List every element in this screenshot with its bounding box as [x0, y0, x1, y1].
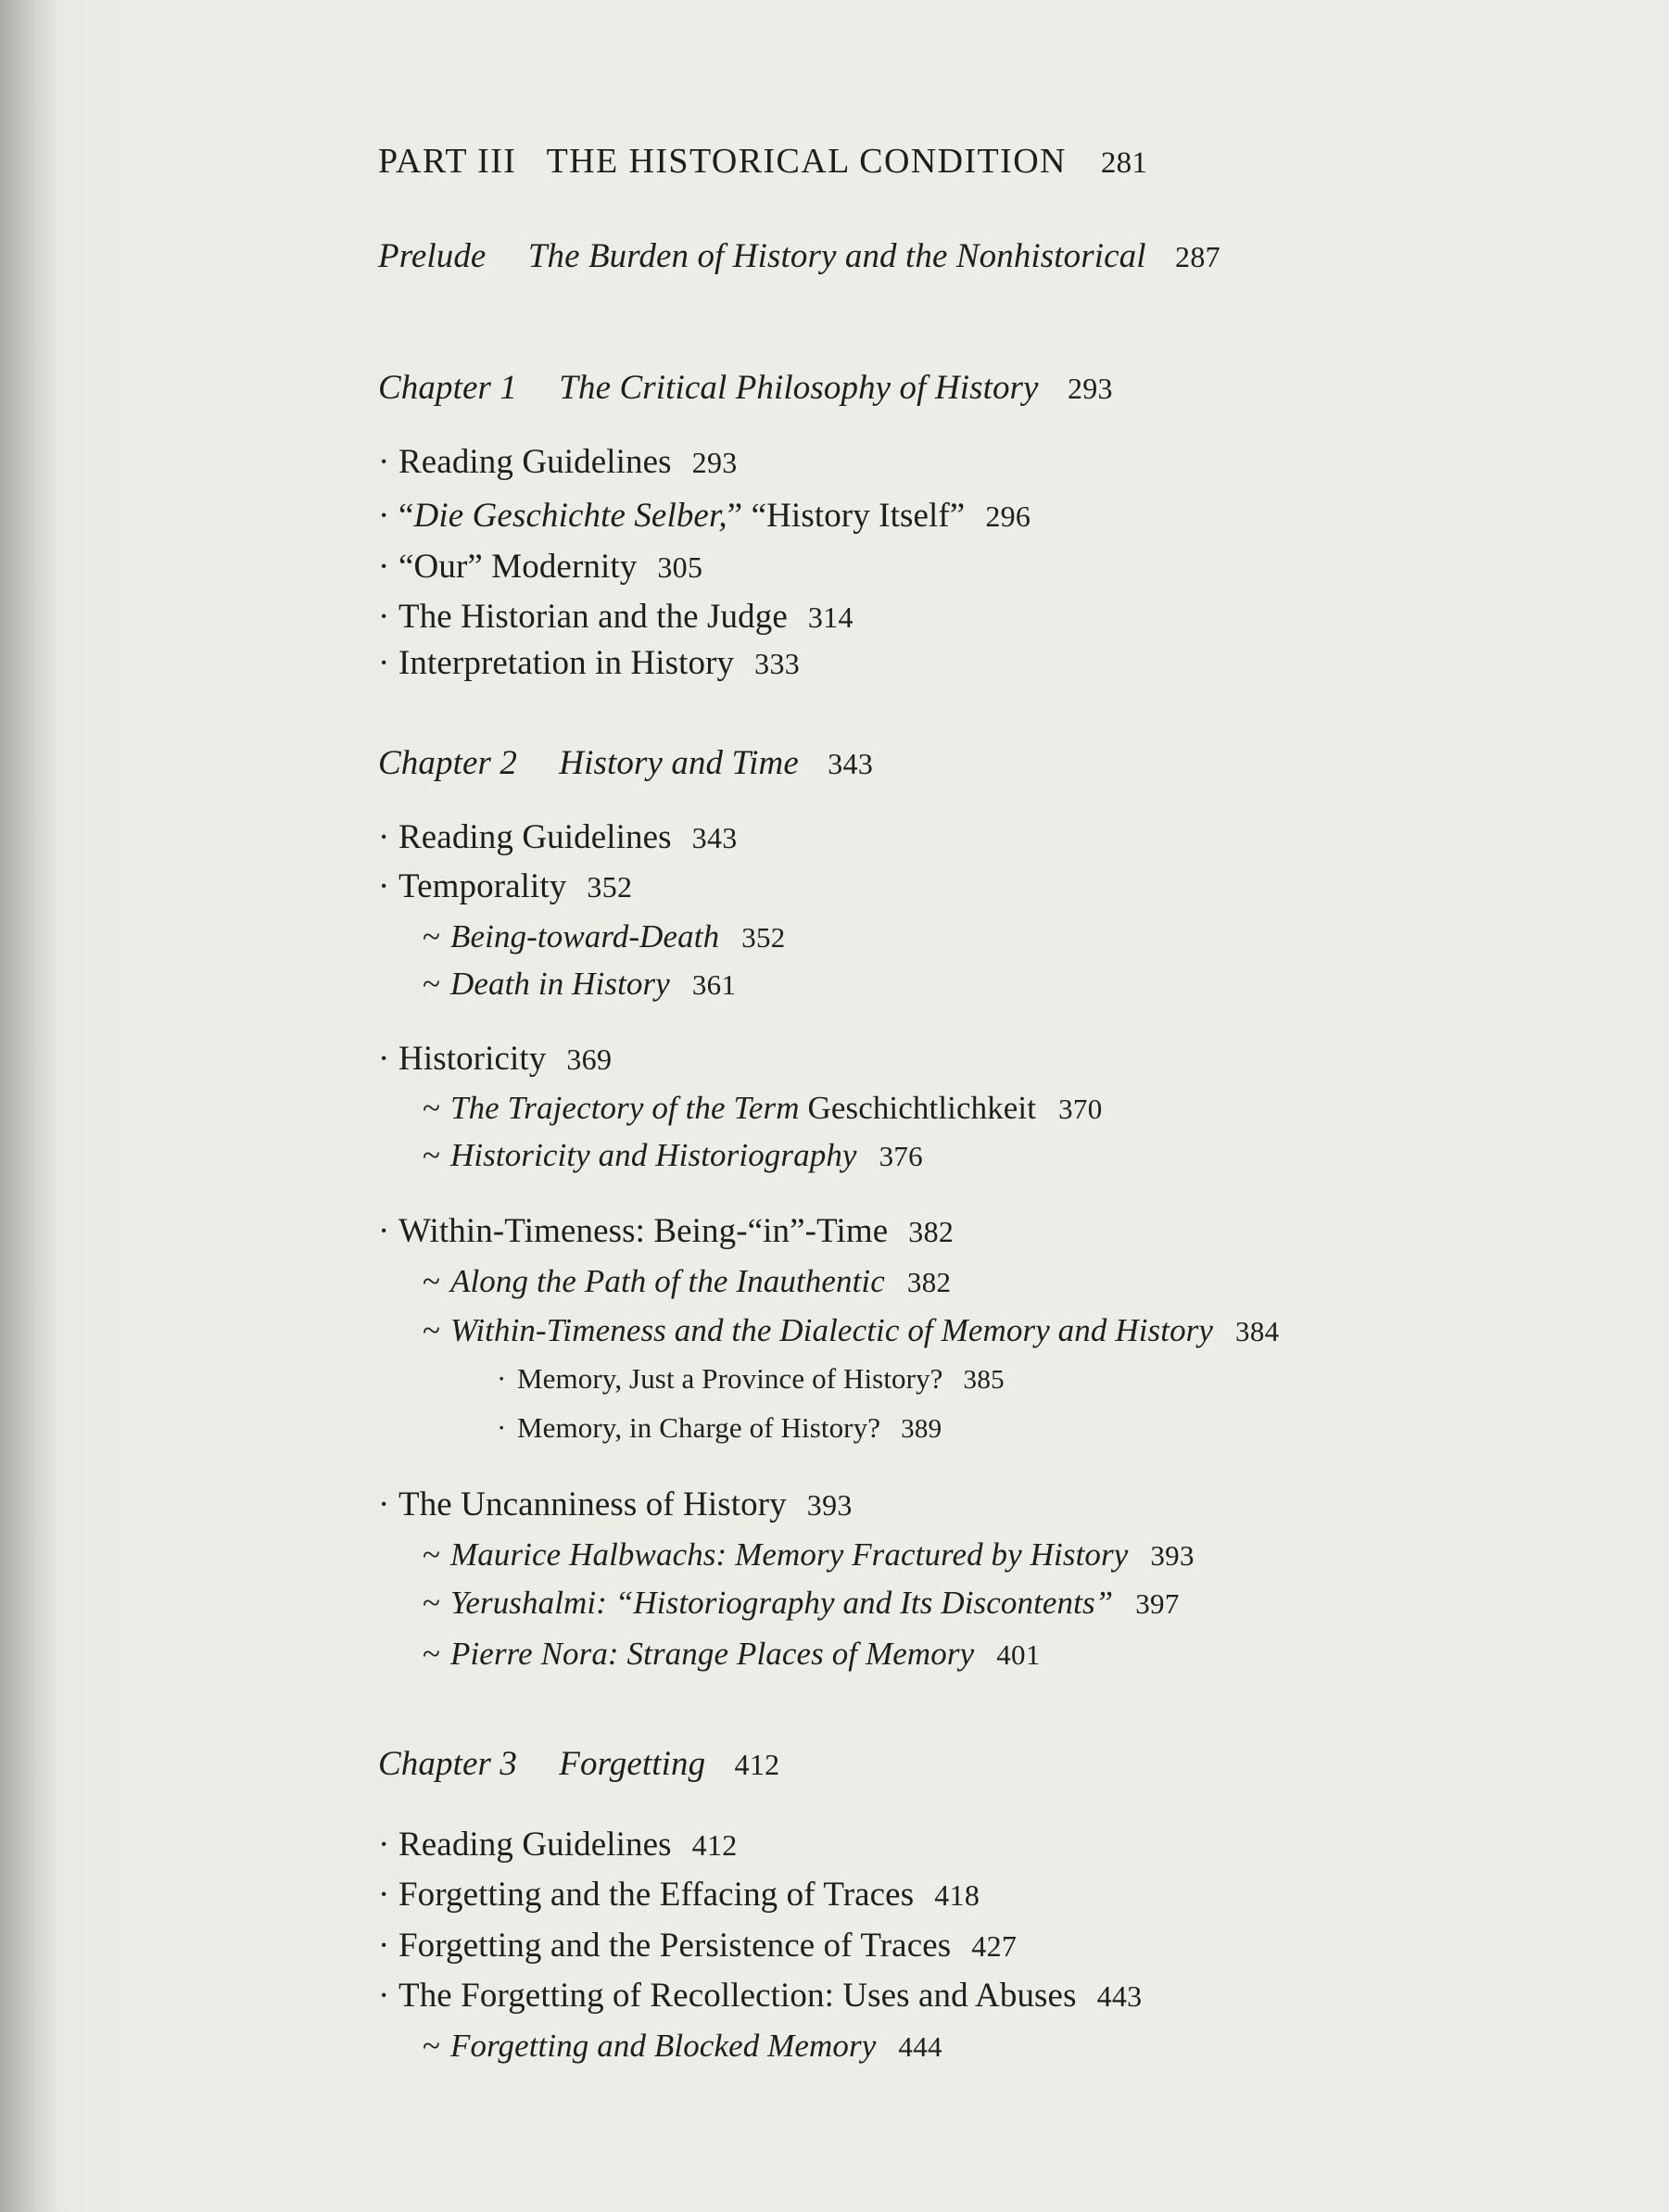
entry-page: 376: [879, 1140, 923, 1172]
entry-page: 427: [971, 1929, 1018, 1963]
bullet-dot-icon: ·: [378, 867, 390, 905]
tilde-marker-icon: ~: [423, 2028, 441, 2064]
entry-title: Maurice Halbwachs: Memory Fractured by History: [450, 1536, 1129, 1573]
entry-title: Yerushalmi: “Historiography and Its Discontents”: [450, 1585, 1114, 1621]
tilde-marker-icon: ~: [423, 1090, 441, 1126]
entry-page: 443: [1096, 1979, 1143, 2013]
bullet-dot-icon: ·: [378, 443, 390, 481]
entry-title: The Historian and the Judge: [398, 598, 788, 636]
entry-title: Death in History: [450, 966, 670, 1002]
tilde-marker-icon: ~: [423, 966, 441, 1002]
entry-title: Pierre Nora: Strange Places of Memory: [450, 1636, 975, 1672]
entry-page: 418: [934, 1878, 980, 1912]
entry-page: 397: [1135, 1587, 1180, 1620]
toc-subentry: [423, 1314, 1279, 1346]
entry-page: 296: [985, 499, 1031, 533]
toc-entry: [378, 1487, 853, 1522]
tilde-marker-icon: ~: [423, 1585, 441, 1621]
entry-page: 384: [1235, 1315, 1280, 1347]
part-title: THE HISTORICAL CONDITION: [546, 142, 1067, 181]
bullet-dot-icon: ·: [378, 598, 390, 636]
entry-page: 385: [963, 1365, 1005, 1395]
entry-page: 370: [1058, 1093, 1103, 1125]
prelude-label: Prelude: [378, 237, 487, 275]
entry-title: Historicity: [398, 1040, 547, 1078]
entry-title: Being-toward-Death: [450, 918, 720, 954]
entry-page: 293: [691, 446, 738, 479]
entry-title-italic: The Trajectory of the Term: [450, 1090, 800, 1126]
bullet-dot-icon: ·: [497, 1411, 507, 1444]
toc-subsubentry: [497, 1364, 1005, 1394]
chapter-2-title: History and Time: [559, 744, 799, 782]
chapter-3-label: Chapter 3: [378, 1745, 517, 1783]
entry-page: 343: [691, 821, 738, 854]
bullet-dot-icon: ·: [378, 1826, 390, 1864]
entry-title: Forgetting and Blocked Memory: [450, 2028, 877, 2064]
entry-page: 382: [908, 1215, 955, 1248]
chapter-1-label: Chapter 1: [378, 369, 517, 407]
toc-entry: [378, 1827, 738, 1862]
bullet-dot-icon: ·: [378, 1040, 390, 1078]
entry-title: Along the Path of the Inauthentic: [450, 1263, 885, 1299]
entry-title: Forgetting and the Persistence of Traces: [398, 1927, 952, 1965]
toc-subentry: [423, 1538, 1195, 1571]
entry-title: Interpretation in History: [398, 644, 735, 682]
toc-entry: [378, 1877, 980, 1912]
entry-page: 444: [898, 2030, 942, 2063]
toc-entry: [378, 1928, 1017, 1963]
entry-title: Within-Timeness and the Dialectic of Memory and History: [450, 1312, 1214, 1348]
tilde-marker-icon: ~: [423, 1536, 441, 1573]
toc-subentry: [423, 2029, 942, 2062]
tilde-marker-icon: ~: [423, 1312, 441, 1348]
bullet-dot-icon: ·: [378, 497, 390, 535]
entry-title-italic: Die Geschichte Selber,: [413, 497, 727, 535]
part-page: 281: [1100, 146, 1148, 180]
entry-title: Reading Guidelines: [398, 443, 672, 481]
toc-subentry: [423, 1586, 1180, 1619]
entry-title: Reading Guidelines: [398, 1826, 672, 1864]
entry-title: Within-Timeness: Being-“in”-Time: [398, 1212, 889, 1250]
entry-title-quote-close: ”: [727, 497, 743, 535]
toc-entry: [378, 499, 1030, 533]
prelude-title: The Burden of History and the Nonhistorical: [527, 237, 1146, 275]
entry-title: “Our” Modernity: [398, 548, 638, 586]
entry-title-quote-open: “: [398, 497, 414, 535]
tilde-marker-icon: ~: [423, 1636, 441, 1672]
part-heading: [378, 144, 1147, 179]
toc-entry: [378, 1042, 612, 1076]
bullet-dot-icon: ·: [378, 1212, 390, 1250]
toc-entry: [378, 820, 738, 854]
entry-title: Memory, Just a Province of History?: [517, 1362, 943, 1395]
toc-subentry: [423, 1637, 1041, 1670]
toc-subentry: [423, 1265, 951, 1297]
prelude-page: 287: [1175, 240, 1220, 273]
chapter-2-label: Chapter 2: [378, 744, 517, 782]
bullet-dot-icon: ·: [378, 818, 390, 856]
entry-page: 314: [807, 600, 853, 634]
entry-page: 389: [901, 1414, 942, 1444]
entry-title: The Forgetting of Recollection: Uses and Abuses: [398, 1977, 1077, 2015]
entry-title: The Uncanniness of History: [398, 1485, 787, 1523]
chapter-1-title: The Critical Philosophy of History: [559, 369, 1039, 407]
toc-entry: [378, 600, 853, 634]
toc-entry: [378, 646, 800, 680]
bullet-dot-icon: ·: [378, 1876, 390, 1914]
entry-page: 352: [587, 870, 633, 904]
chapter-3-page: 412: [734, 1748, 780, 1781]
entry-page: 412: [691, 1828, 738, 1862]
toc-subentry: [423, 1139, 923, 1171]
entry-page: 369: [566, 1043, 613, 1076]
entry-page: 401: [996, 1638, 1041, 1671]
toc-entry: [378, 869, 632, 904]
entry-title: Geschichtlichkeit: [807, 1090, 1037, 1126]
bullet-dot-icon: ·: [378, 548, 390, 586]
tilde-marker-icon: ~: [423, 918, 441, 954]
part-label: PART III: [378, 142, 517, 181]
prelude-heading: [378, 239, 1220, 273]
bullet-dot-icon: ·: [378, 1927, 390, 1965]
entry-page: 333: [754, 647, 801, 680]
chapter-3-heading: [378, 1747, 779, 1781]
entry-title: Memory, in Charge of History?: [517, 1411, 881, 1444]
entry-title: Temporality: [398, 867, 567, 905]
toc-subentry: [423, 920, 786, 953]
chapter-1-heading: [378, 371, 1113, 405]
entry-title: Historicity and Historiography: [450, 1137, 857, 1173]
chapter-3-title: Forgetting: [559, 1745, 706, 1783]
bullet-dot-icon: ·: [497, 1362, 507, 1395]
toc-entry: [378, 1214, 954, 1248]
bullet-dot-icon: ·: [378, 1977, 390, 2015]
chapter-1-page: 293: [1067, 372, 1113, 405]
chapter-2-page: 343: [828, 747, 874, 780]
toc-subentry: [423, 1092, 1103, 1124]
chapter-2-heading: [378, 746, 873, 780]
toc-subentry: [423, 967, 736, 1000]
toc-entry: [378, 550, 702, 584]
toc-entry: [378, 1978, 1142, 2013]
bullet-dot-icon: ·: [378, 1485, 390, 1523]
tilde-marker-icon: ~: [423, 1263, 441, 1299]
entry-page: 361: [691, 968, 737, 1001]
entry-page: 352: [741, 921, 786, 954]
tilde-marker-icon: ~: [423, 1137, 441, 1173]
page-edge-shadow: [0, 0, 57, 2212]
entry-title: “History Itself”: [751, 497, 966, 535]
toc-subsubentry: [497, 1413, 942, 1443]
entry-title: Reading Guidelines: [398, 818, 672, 856]
entry-page: 305: [657, 550, 703, 584]
entry-page: 393: [806, 1488, 853, 1522]
bullet-dot-icon: ·: [378, 644, 390, 682]
entry-title: Forgetting and the Effacing of Traces: [398, 1876, 915, 1914]
toc-entry: [378, 445, 738, 479]
entry-page: 393: [1150, 1539, 1195, 1572]
entry-page: 382: [906, 1266, 952, 1298]
